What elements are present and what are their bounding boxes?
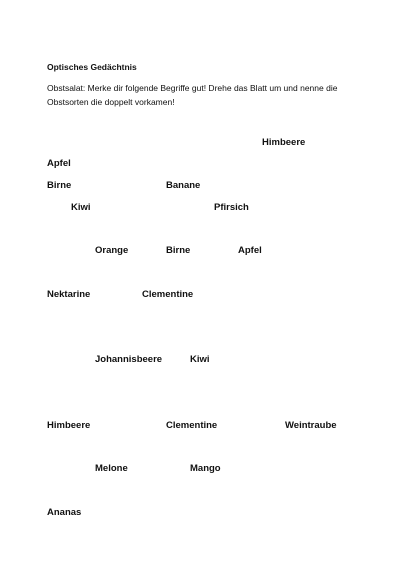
fruit-word: Mango [190, 463, 221, 474]
fruit-word: Apfel [238, 245, 262, 256]
fruit-word: Clementine [166, 420, 218, 431]
fruit-word: Banane [166, 180, 201, 191]
fruit-word: Nektarine [47, 289, 91, 300]
worksheet-instructions: Obstsalat: Merke dir folgende Begriffe gut! Drehe das Blatt um und nenne die Obstsorten die doppelt vorkamen! [47, 83, 338, 107]
fruit-word: Kiwi [71, 202, 91, 213]
fruit-word: Himbeere [262, 137, 306, 148]
fruit-word: Weintraube [285, 420, 337, 431]
fruit-word: Ananas [47, 507, 82, 518]
fruit-word: Clementine [142, 289, 194, 300]
fruit-word: Melone [95, 463, 128, 474]
fruit-word: Kiwi [190, 354, 210, 365]
fruit-word: Orange [95, 245, 129, 256]
fruit-word: Himbeere [47, 420, 91, 431]
fruit-word: Johannisbeere [95, 354, 163, 365]
worksheet-title: Optisches Gedächtnis [47, 62, 137, 72]
fruit-word: Birne [47, 180, 72, 191]
fruit-word: Birne [166, 245, 191, 256]
fruit-word: Pfirsich [214, 202, 249, 213]
fruit-word: Apfel [47, 158, 71, 169]
